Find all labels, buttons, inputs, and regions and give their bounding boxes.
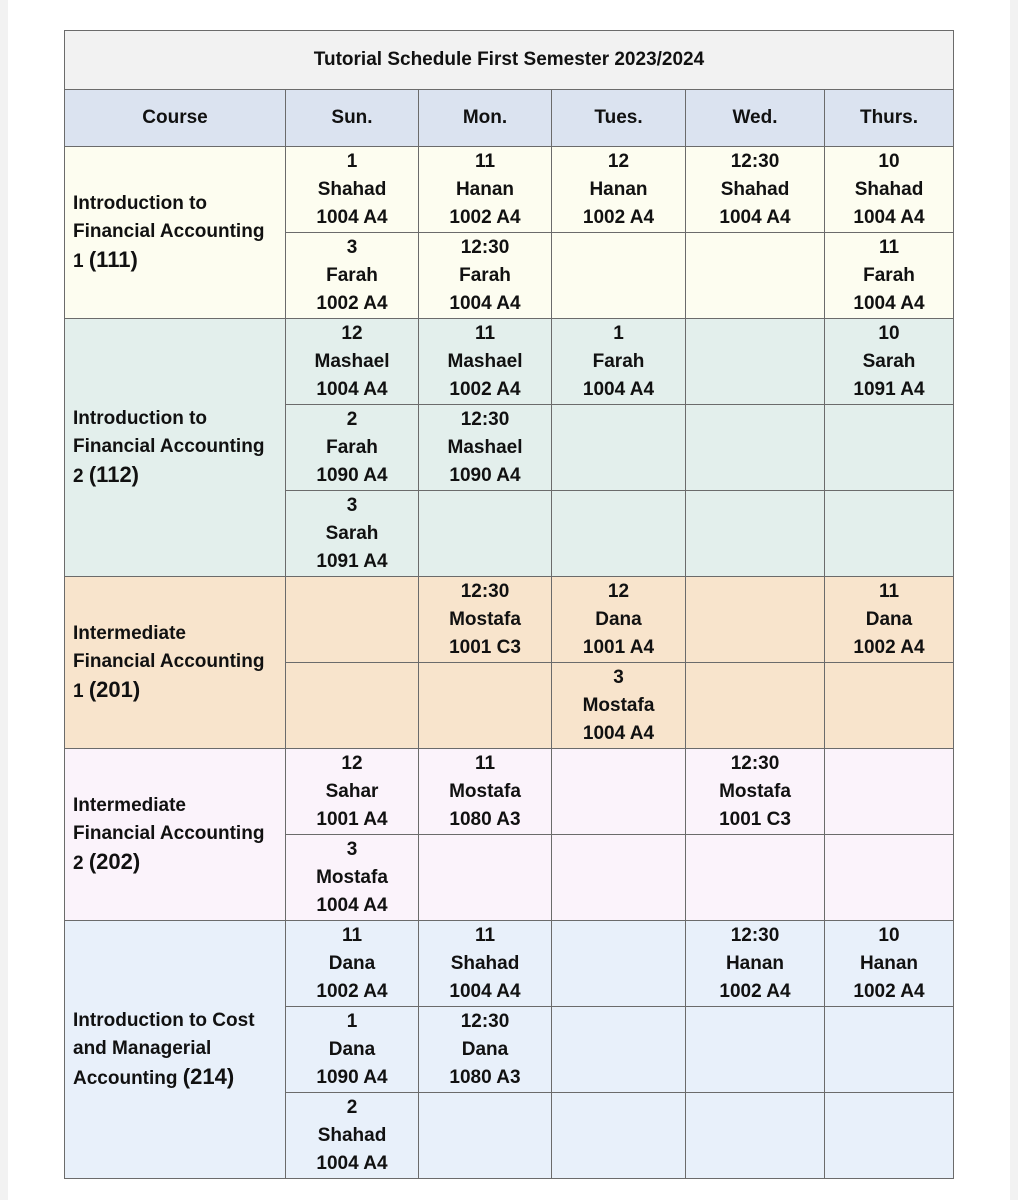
slot-tutor: Mashael [447,350,523,372]
schedule-row [65,577,954,663]
slot-room: 1002 A4 [853,636,925,658]
slot-room: 1004 A4 [449,292,521,314]
course-name-line: and Managerial [73,1037,212,1059]
slot-time: 12 [607,150,630,172]
slot-cell-wed [686,233,825,319]
slot-room: 1001 A4 [582,636,655,658]
course-name-line: Financial Accounting [73,650,265,672]
slot-cell-sun [286,835,419,921]
schedule-row [65,319,954,405]
course-name-line: Introduction to Cost [73,1009,255,1031]
course-name-line: Intermediate [73,794,186,816]
slot-cell-thu [825,663,954,749]
slot-cell-sun [286,319,419,405]
slot-room: 1002 A4 [582,206,655,228]
slot-cell-tue [552,577,686,663]
slot-cell-tue [552,405,686,491]
slot-time: 2 [346,1096,358,1118]
slot-time: 3 [346,494,358,516]
slot-cell-thu [825,835,954,921]
slot-tutor: Sahar [325,780,379,802]
slot-cell-sun [286,147,419,233]
course-name-line [73,461,285,491]
slot-cell-thu [825,319,954,405]
slot-room: 1002 A4 [853,980,925,1002]
course-name-cell [65,319,286,577]
slot-tutor: Mostafa [316,866,388,888]
slot-cell-thu [825,577,954,663]
slot-tutor: Hanan [725,952,785,974]
slot-tutor: Dana [865,608,913,630]
slot-cell-wed [686,663,825,749]
slot-tutor: Dana [328,952,376,974]
slot-tutor: Dana [595,608,642,630]
title-row [65,31,954,90]
slot-cell-tue [552,1093,686,1179]
slot-room: 1004 A4 [582,378,655,400]
slot-cell-sun [286,749,419,835]
slot-time: 12:30 [460,1010,510,1032]
slot-room: 1002 A4 [316,980,388,1002]
slot-tutor: Shahad [317,1124,387,1146]
slot-cell-mon [419,835,552,921]
slot-cell-tue [552,1007,686,1093]
slot-cell-mon [419,405,552,491]
slot-cell-wed [686,147,825,233]
slot-cell-mon [419,1007,552,1093]
slot-cell-mon [419,233,552,319]
slot-room: 1001 C3 [449,636,521,658]
slot-tutor: Hanan [455,178,515,200]
slot-room: 1090 A4 [449,464,521,486]
slot-tutor: Dana [461,1038,509,1060]
header-row [65,90,954,147]
slot-room: 1004 A4 [316,206,388,228]
slot-tutor: Sarah [862,350,916,372]
slot-time: 3 [346,838,358,860]
slot-time: 11 [341,924,363,946]
course-name-cell [65,749,286,921]
course-number: 1 [73,680,84,702]
course-name-cell [65,921,286,1179]
course-number: 2 [73,465,84,487]
slot-time: 12 [341,752,363,774]
slot-cell-mon [419,577,552,663]
slot-cell-tue [552,491,686,577]
slot-room: 1091 A4 [853,378,925,400]
header-wed: Wed. [686,90,825,147]
slot-time: 12 [341,322,363,344]
slot-cell-mon [419,663,552,749]
slot-cell-wed [686,921,825,1007]
header-course: Course [65,90,286,147]
slot-cell-sun [286,233,419,319]
slot-tutor: Farah [326,264,378,286]
slot-time: 12:30 [460,236,510,258]
slot-cell-sun [286,1007,419,1093]
slot-cell-thu [825,1093,954,1179]
course-name-cell [65,147,286,319]
slot-tutor: Mostafa [449,608,521,630]
header-mon: Mon. [419,90,552,147]
slot-cell-sun [286,491,419,577]
course-name-line: Financial Accounting [73,435,265,457]
slot-room: 1090 A4 [316,464,388,486]
slot-time: 1 [346,1010,358,1032]
slot-tutor: Farah [459,264,511,286]
slot-cell-tue [552,921,686,1007]
slot-room: 1080 A3 [449,808,521,830]
slot-time: 12:30 [730,752,780,774]
slot-cell-tue [552,319,686,405]
slot-time: 1 [613,322,624,344]
slot-cell-tue [552,233,686,319]
header-thu: Thurs. [825,90,954,147]
slot-room: 1004 A4 [853,292,925,314]
document-page [8,0,1010,1200]
course-name-line [73,676,285,706]
slot-room: 1004 A4 [316,378,388,400]
course-name-line [73,1063,285,1093]
course-code: (202) [88,848,141,874]
slot-room: 1080 A3 [449,1066,521,1088]
course-code: (201) [88,676,141,702]
slot-cell-wed [686,405,825,491]
slot-time: 10 [878,924,900,946]
course-number: 1 [73,250,84,272]
slot-room: 1002 A4 [449,206,521,228]
slot-room: 1004 A4 [582,722,655,744]
slot-cell-wed [686,749,825,835]
schedule-row [65,921,954,1007]
slot-room: 1002 A4 [449,378,521,400]
slot-time: 12:30 [730,924,780,946]
slot-room: 1002 A4 [316,292,388,314]
schedule-row [65,749,954,835]
slot-cell-thu [825,147,954,233]
slot-tutor: Hanan [589,178,648,200]
course-name-line: Financial Accounting [73,822,265,844]
slot-cell-tue [552,835,686,921]
slot-cell-thu [825,749,954,835]
slot-cell-sun [286,405,419,491]
slot-cell-wed [686,491,825,577]
header-tue: Tues. [552,90,686,147]
slot-tutor: Shahad [720,178,790,200]
slot-tutor: Hanan [859,952,919,974]
slot-time: 11 [474,150,496,172]
slot-cell-mon [419,147,552,233]
slot-tutor: Shahad [317,178,387,200]
slot-cell-sun [286,663,419,749]
slot-room: 1004 A4 [449,980,521,1002]
slot-cell-tue [552,663,686,749]
slot-time: 12:30 [730,150,780,172]
course-name-cell [65,577,286,749]
slot-time: 11 [878,580,900,602]
slot-tutor: Farah [863,264,915,286]
slot-room: 1004 A4 [316,1152,388,1174]
slot-cell-thu [825,233,954,319]
slot-tutor: Farah [592,350,645,372]
slot-cell-mon [419,921,552,1007]
page-title: Tutorial Schedule First Semester 2023/2024 [65,31,954,90]
slot-time: 1 [346,150,358,172]
slot-tutor: Sarah [325,522,379,544]
slot-time: 3 [613,666,624,688]
slot-cell-wed [686,835,825,921]
slot-cell-tue [552,749,686,835]
slot-time: 11 [878,236,900,258]
course-number: Accounting [73,1067,178,1089]
course-name-line: Introduction to [73,407,208,429]
slot-room: 1001 C3 [719,808,791,830]
slot-time: 12:30 [460,580,510,602]
slot-cell-mon [419,1093,552,1179]
header-sun: Sun. [286,90,419,147]
slot-tutor: Mashael [447,436,523,458]
slot-cell-wed [686,319,825,405]
slot-cell-tue [552,147,686,233]
slot-room: 1001 A4 [316,808,388,830]
slot-cell-mon [419,749,552,835]
course-code: (214) [182,1063,235,1089]
course-number: 2 [73,852,84,874]
slot-cell-wed [686,1007,825,1093]
slot-cell-sun [286,921,419,1007]
course-name-line: Introduction to [73,192,208,214]
slot-tutor: Mostafa [582,694,655,716]
slot-room: 1004 A4 [316,894,388,916]
schedule-row [65,147,954,233]
course-name-line [73,848,285,878]
slot-time: 2 [346,408,358,430]
course-name-line: Intermediate [73,622,186,644]
course-name-line [73,246,285,276]
slot-tutor: Shahad [450,952,520,974]
slot-tutor: Shahad [854,178,924,200]
slot-tutor: Mostafa [449,780,521,802]
slot-tutor: Mashael [314,350,390,372]
course-code: (111) [88,246,138,272]
slot-time: 10 [878,150,900,172]
slot-time: 12:30 [460,408,510,430]
slot-tutor: Farah [326,436,378,458]
slot-cell-thu [825,1007,954,1093]
slot-room: 1091 A4 [316,550,388,572]
slot-room: 1004 A4 [853,206,925,228]
slot-time: 11 [474,924,496,946]
slot-room: 1002 A4 [719,980,791,1002]
slot-time: 11 [474,322,496,344]
slot-cell-thu [825,921,954,1007]
slot-cell-mon [419,319,552,405]
slot-time: 12 [607,580,630,602]
slot-cell-thu [825,405,954,491]
slot-cell-mon [419,491,552,577]
slot-cell-wed [686,577,825,663]
slot-cell-wed [686,1093,825,1179]
course-name-line: Financial Accounting [73,220,265,242]
slot-time: 11 [474,752,496,774]
slot-time: 10 [878,322,900,344]
slot-cell-sun [286,577,419,663]
slot-room: 1004 A4 [719,206,791,228]
slot-tutor: Mostafa [719,780,791,802]
slot-time: 3 [346,236,358,258]
slot-tutor: Dana [328,1038,376,1060]
slot-cell-sun [286,1093,419,1179]
slot-room: 1090 A4 [316,1066,388,1088]
slot-cell-thu [825,491,954,577]
course-code: (112) [88,461,140,487]
schedule-table [64,30,954,1179]
